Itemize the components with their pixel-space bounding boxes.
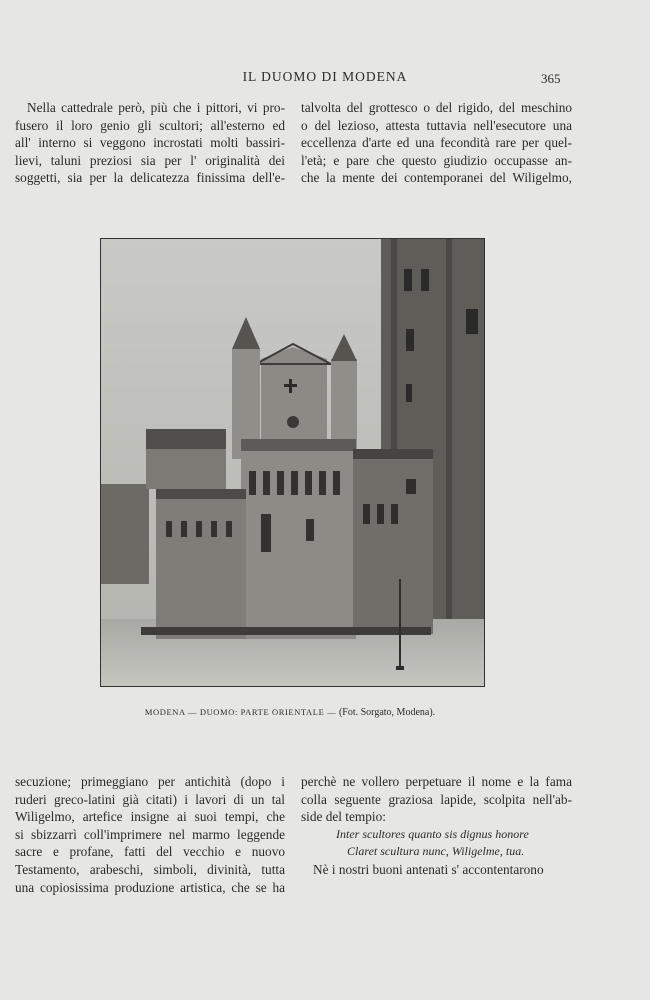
text-line: all' interno si veggono incrostati molti bassiri- — [15, 135, 285, 151]
text-line: ruderi greco-latini già citati) i lavori di un tal — [15, 791, 285, 807]
text-column-bottom-left — [15, 773, 285, 896]
text-line: talvolta del grottesco o del rigido, del meschino — [301, 100, 572, 115]
text-line: Testamento, arabeschi, simboli, divinità, tutta — [15, 861, 285, 877]
text-line: colla seguente graziosa lapide, scolpita nell'ab- — [301, 791, 572, 807]
cathedral-photograph — [100, 238, 485, 687]
inscription-line: Inter scultores quanto sis dignus honore — [336, 826, 529, 841]
text-line: Nella cattedrale però, più che i pittori, vi pro- — [27, 100, 285, 115]
text-line: sacre e profane, fatti del vecchio e nuovo — [15, 844, 285, 860]
text-line: l'età; e pare che questo giudizio occupasse an- — [301, 152, 572, 168]
running-header: IL DUOMO DI MODENA — [242, 69, 408, 84]
text-column-bottom-right — [301, 773, 572, 879]
figure-caption — [0, 707, 580, 718]
text-line: lievi, taluni preziosi sia per l' originalità dei — [15, 152, 285, 168]
text-line: perchè ne vollero perpetuare il nome e la fama — [301, 774, 572, 789]
text-line: soggetti, sia per la delicatezza finissima dell'e- — [15, 170, 285, 186]
text-line: che la mente dei contemporanei del Wiligelmo, — [301, 170, 572, 186]
text-line: Nè i nostri buoni antenati s' accontentarono — [313, 861, 544, 877]
caption-title: MODENA — DUOMO: PARTE ORIENTALE — — [144, 707, 337, 717]
text-line: side del tempio: — [301, 809, 386, 825]
cathedral-illustration — [101, 239, 484, 686]
page-number: 365 — [541, 71, 561, 86]
text-line: una copiosissima produzione artistica, che se ha — [15, 879, 285, 895]
text-line: Wiligelmo, artefice insigne ai suoi tempi, che — [15, 809, 285, 825]
caption-credit: (Fot. Sorgato, Modena). — [338, 707, 436, 718]
text-line: o del lezioso, attesta tuttavia nell'esecutore una — [301, 117, 572, 133]
text-line: eccellenza d'arte ed una fecondità rare per quel- — [301, 135, 572, 151]
text-line: fusero il loro genio gli scultori; all'esterno ed — [15, 117, 285, 133]
text-column-top-right — [301, 99, 572, 187]
text-column-top-left — [15, 99, 285, 187]
text-line: secuzione; primeggiano per antichità (dopo i — [15, 774, 285, 789]
inscription-line: Claret scultura nunc, Wiligelme, tua. — [347, 844, 525, 859]
text-line: si sbizzarrì coll'imprimere nel marmo leggende — [15, 826, 285, 842]
